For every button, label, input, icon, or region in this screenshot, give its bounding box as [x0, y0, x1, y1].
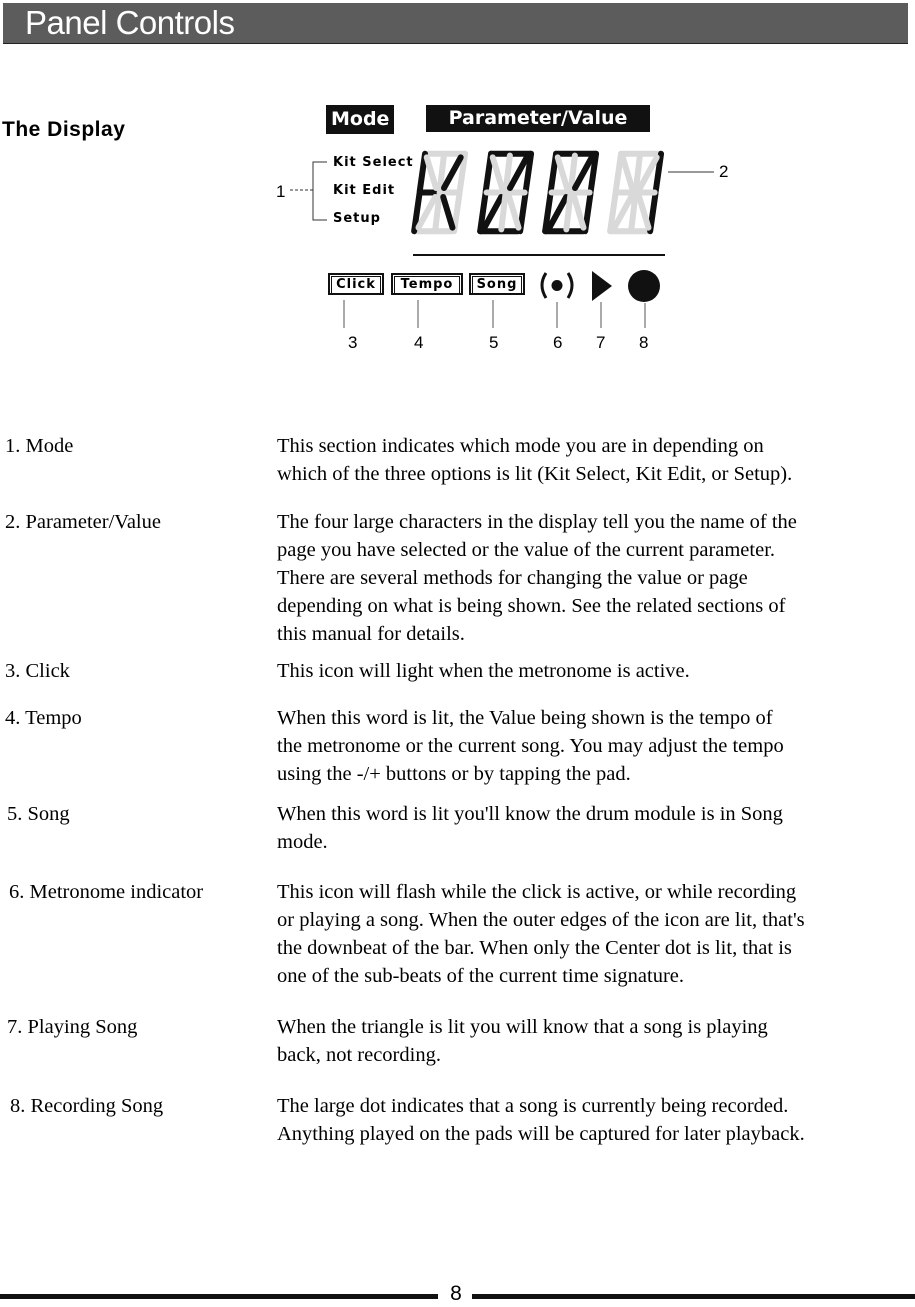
description-line: When this word is lit, the Value being shown is the tempo of [277, 707, 773, 729]
callout-1: 1 [276, 182, 286, 201]
tempo-indicator: Tempo [391, 273, 463, 295]
description-line: The large dot indicates that a song is currently being recorded. [277, 1095, 789, 1117]
section-heading: The Display [2, 118, 126, 141]
item-label: 8. Recording Song [10, 1095, 164, 1117]
mode-option-kit-edit: Kit Edit [333, 183, 396, 198]
description-line: using the -/+ buttons or by tapping the pad. [277, 763, 631, 785]
description-line: When this word is lit you'll know the drum module is in Song [277, 803, 783, 825]
callout-3: 3 [348, 333, 358, 352]
item-label: 1. Mode [5, 435, 74, 457]
item-label: 6. Metronome indicator [9, 881, 204, 903]
description-line: which of the three options is lit (Kit Select, Kit Edit, or Setup). [277, 463, 793, 485]
description-line: the downbeat of the bar. When only the Center dot is lit, that is [277, 937, 792, 959]
description-line: depending on what is being shown. See the related sections of [277, 595, 786, 617]
item-description [277, 432, 907, 488]
description-line: page you have selected or the value of the current parameter. [277, 539, 776, 561]
item-label: 2. Parameter/Value [5, 511, 161, 533]
song-indicator: Song [469, 273, 525, 295]
description-line: Anything played on the pads will be captured for later playback. [277, 1123, 805, 1145]
item-description [277, 704, 907, 788]
description-line: mode. [277, 831, 328, 853]
metronome-icon [542, 273, 572, 298]
callout-6: 6 [553, 333, 563, 352]
page-number: 8 [445, 1282, 467, 1306]
item-description [277, 1092, 907, 1148]
footer-rule-right [472, 1294, 915, 1299]
mode-option-setup: Setup [333, 211, 381, 226]
item-label: 4. Tempo [5, 707, 82, 729]
parameter-value-label: Parameter/Value [426, 105, 650, 132]
item-description [277, 508, 907, 648]
description-line: or playing a song. When the outer edges of the icon are lit, that's [277, 909, 805, 931]
description-line: The four large characters in the display tell you the name of the [277, 511, 797, 533]
item-description [277, 878, 907, 990]
mode-option-kit-select: Kit Select [333, 155, 414, 170]
play-icon [592, 271, 612, 301]
callout-2: 2 [719, 162, 729, 181]
status-icons [0, 0, 915, 360]
item-label: 5. Song [7, 803, 70, 825]
page-title: Panel Controls [25, 4, 235, 41]
description-line: the metronome or the current song. You may adjust the tempo [277, 735, 784, 757]
item-description [277, 657, 907, 685]
description-line: This section indicates which mode you are in depending on [277, 435, 764, 457]
description-line: When the triangle is lit you will know that a song is playing [277, 1016, 768, 1038]
item-label: 3. Click [5, 660, 70, 682]
callout-8: 8 [639, 333, 649, 352]
record-icon [628, 270, 660, 302]
callout-4: 4 [414, 333, 424, 352]
mode-label: Mode [326, 105, 394, 134]
description-line: There are several methods for changing the value or page [277, 567, 748, 589]
callout-7: 7 [596, 333, 606, 352]
item-description [277, 1013, 907, 1069]
callout-5: 5 [489, 333, 499, 352]
item-description [277, 800, 907, 856]
description-line: this manual for details. [277, 623, 465, 645]
description-line: This icon will flash while the click is active, or while recording [277, 881, 797, 903]
item-label: 7. Playing Song [7, 1016, 138, 1038]
footer-rule-left [0, 1294, 438, 1299]
click-indicator: Click [328, 273, 384, 295]
description-line: back, not recording. [277, 1044, 441, 1066]
description-line: This icon will light when the metronome is active. [277, 660, 690, 682]
description-line: one of the sub-beats of the current time signature. [277, 965, 685, 987]
